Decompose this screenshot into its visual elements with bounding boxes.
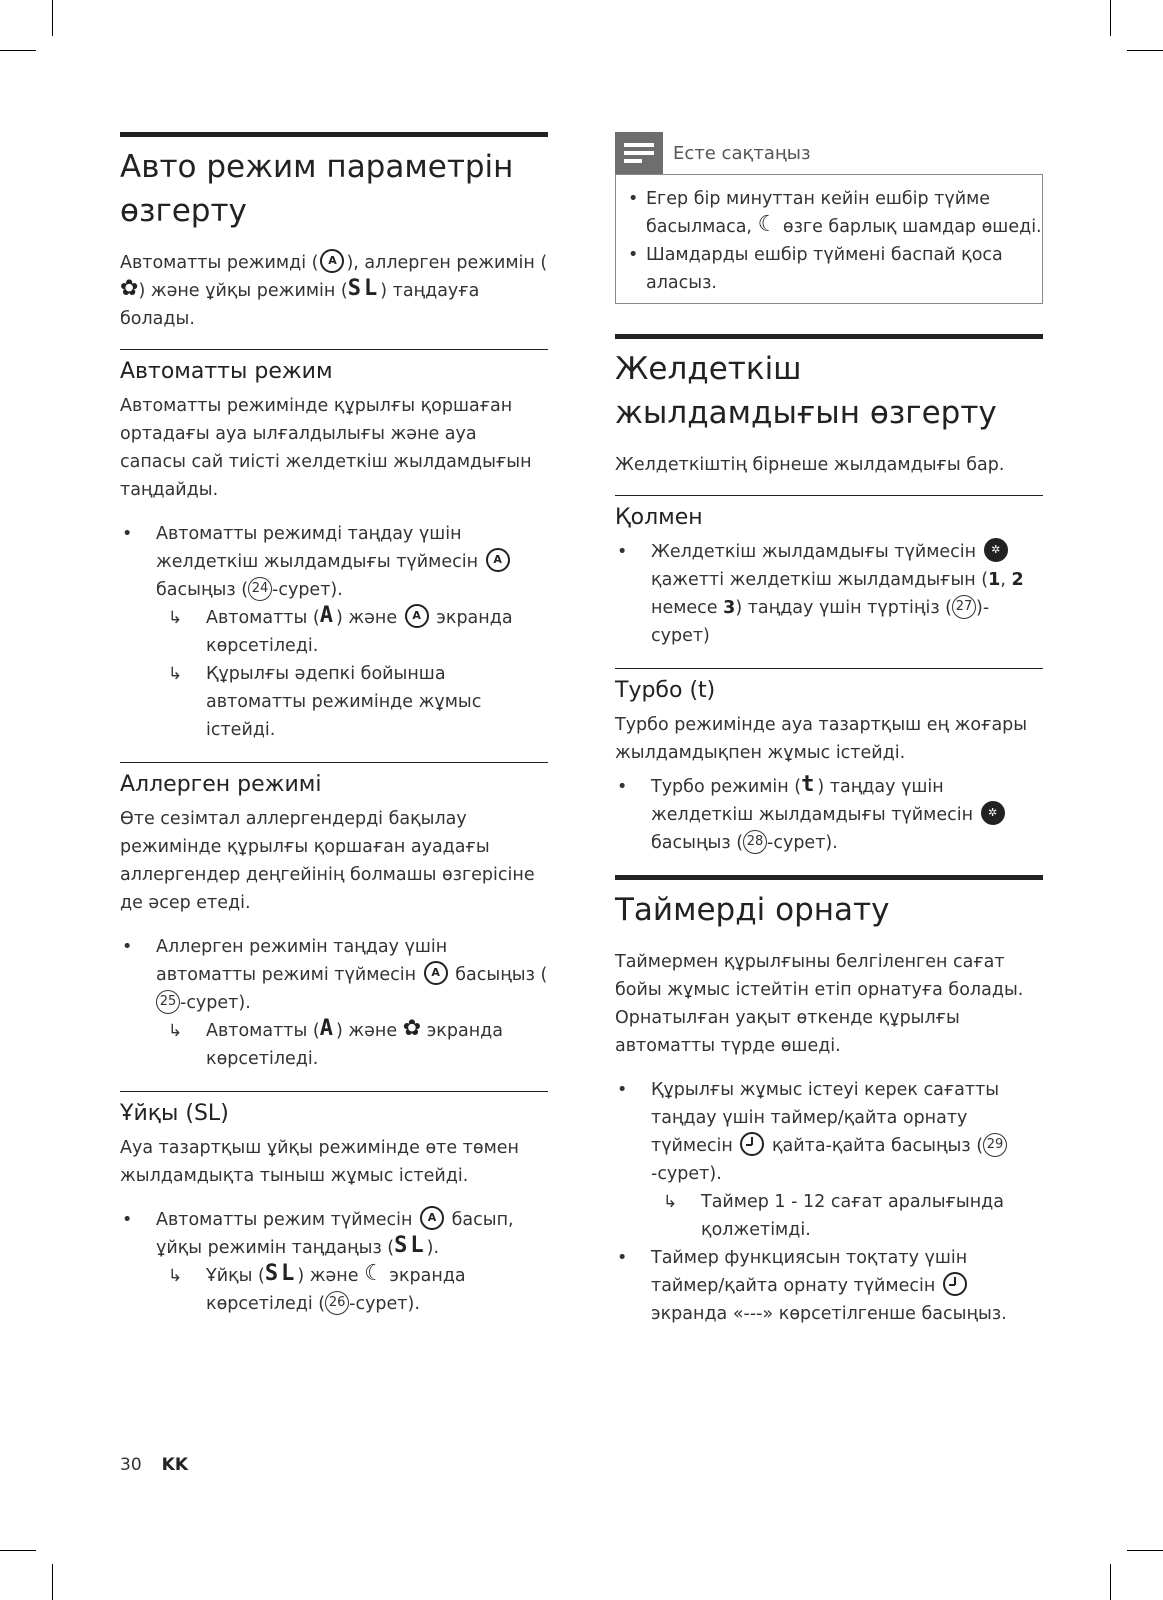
list-text: экранда көрсетіледі. (206, 608, 513, 656)
note-box (615, 132, 1043, 304)
fan-speed-icon: ✲ (981, 801, 1005, 825)
intro-text: ) және ұйқы режимін ( (138, 281, 348, 301)
list-text: Шамдарды ешбір түймені баспай қоса аласыз. (646, 245, 1003, 293)
allergen-paragraph: Өте сезімтал аллергендерді бақылау режимінде құрылғы қоршаған ауадағы аллергендер деңгейінің болмашы өзгерісіне де әсер етеді. (120, 809, 535, 913)
list-item (616, 241, 1042, 297)
bullet-icon: • (122, 937, 133, 957)
result-arrow-icon: ↳ (168, 608, 183, 628)
sleep-display-icon: SL (264, 1261, 298, 1286)
intro-text: Автоматты режимді ( (120, 253, 319, 273)
result-arrow-icon: ↳ (168, 1266, 183, 1286)
list-item (120, 933, 548, 1017)
crop-mark (1127, 50, 1163, 51)
figure-number: 28 (743, 830, 767, 854)
sleep-display-icon: SL (394, 1233, 427, 1258)
allergen-list (120, 933, 548, 1073)
figure-number: 26 (325, 1291, 349, 1315)
auto-mode-icon: A (420, 1206, 444, 1230)
section-title: Авто режим параметрін өзгерту (120, 132, 548, 233)
result-arrow-icon: ↳ (663, 1192, 678, 1212)
moon-icon: ☾ (364, 1261, 384, 1286)
list-text: басыңыз ( (455, 965, 548, 985)
list-text: Турбо режимін ( (651, 777, 802, 797)
list-text: -сурет). (180, 993, 251, 1013)
fan-intro: Желдеткіштің бірнеше жылдамдығы бар. (615, 455, 1005, 475)
sleep-list (120, 1206, 548, 1318)
crop-mark (1110, 1564, 1111, 1600)
note-list (616, 185, 1042, 297)
list-text: Автоматты ( (206, 608, 320, 628)
list-text: -сурет). (651, 1164, 722, 1184)
intro-text: ) таңдауға болады. (120, 281, 480, 329)
speed-value: 3 (723, 598, 736, 618)
result-arrow-icon: ↳ (168, 664, 183, 684)
note-icon (615, 132, 663, 174)
figure-number: 29 (983, 1133, 1007, 1157)
list-text: экранда «---» көрсетілгенше басыңыз. (651, 1304, 1007, 1324)
speed-value: 2 (1011, 570, 1024, 590)
note-header (615, 132, 1043, 174)
list-text: ) және (335, 1021, 398, 1041)
bullet-icon: • (628, 245, 639, 265)
list-text: Автоматты режимді таңдау үшін желдеткіш жылдамдығы түймесін (156, 524, 479, 572)
page-number: 30 (120, 1455, 142, 1475)
auto-display-icon: A (319, 603, 336, 628)
list-item (615, 538, 1043, 650)
speed-value: 1 (988, 570, 1001, 590)
auto-paragraph: Автоматты режимінде құрылғы қоршаған ортадағы ауа ылғалдылығы және ауа сапасы сай тиісті желдеткіш жылдамдығын таңдайды. (120, 396, 532, 500)
bullet-icon: • (617, 1080, 628, 1100)
clock-icon (943, 1272, 967, 1296)
list-text: )-сурет) (651, 598, 990, 646)
note-content (615, 174, 1043, 304)
figure-number: 27 (952, 595, 976, 619)
result-item (120, 1262, 548, 1318)
right-column (615, 132, 1043, 1346)
list-text: Таймер 1 - 12 сағат аралығында қолжетімді. (701, 1192, 1004, 1240)
list-item (615, 773, 1043, 857)
allergen-icon: ✿ (402, 1016, 422, 1041)
crop-mark (1127, 1550, 1163, 1551)
result-item (120, 660, 548, 744)
list-text: ) таңдау үшін түртіңіз ( (735, 598, 953, 618)
turbo-list (615, 773, 1043, 857)
list-text: Автоматты ( (206, 1021, 320, 1041)
list-text: -сурет). (767, 833, 838, 853)
list-text: Егер бір минуттан кейін ешбір түйме басылмаса, (646, 189, 991, 237)
manual-list (615, 538, 1043, 650)
list-text: басып, ұйқы режимін таңдаңыз ( (156, 1210, 514, 1258)
allergen-icon: ✿ (120, 276, 139, 301)
list-text: қайта-қайта басыңыз ( (771, 1136, 984, 1156)
auto-mode-icon: A (320, 249, 344, 273)
turbo-paragraph: Турбо режимінде ауа тазартқыш ең жоғары жылдамдықпен жұмыс істейді. (615, 715, 1028, 763)
bullet-icon: • (617, 542, 628, 562)
crop-mark (52, 0, 53, 36)
list-text: Аллерген режимін таңдау үшін автоматты режимі түймесін (156, 937, 448, 985)
list-text: қажетті желдеткіш жылдамдығын ( (651, 570, 989, 590)
section-title: Таймерді орнату (615, 875, 1043, 932)
bullet-icon: • (617, 1248, 628, 1268)
figure-number: 24 (248, 577, 272, 601)
bullet-icon: • (628, 189, 639, 209)
list-text: өзге барлық шамдар өшеді. (782, 217, 1042, 237)
section-title: Желдеткіш жылдамдығын өзгерту (615, 334, 1043, 435)
list-text: , (1000, 570, 1012, 590)
intro-paragraph (120, 249, 548, 333)
clock-icon (740, 1132, 764, 1156)
left-column (120, 132, 548, 1336)
list-text: ) және (335, 608, 398, 628)
note-title: Есте сақтаңыз (673, 142, 811, 164)
list-text: -сурет). (272, 580, 343, 600)
subheading-auto: Автоматты режим (120, 349, 548, 388)
list-item (120, 520, 548, 604)
list-item (120, 1206, 548, 1262)
list-text: -сурет). (349, 1294, 420, 1314)
result-item (615, 1188, 1043, 1244)
result-item (120, 1017, 548, 1073)
moon-icon: ☾ (757, 212, 778, 237)
list-text: басыңыз ( (651, 833, 744, 853)
list-text: Желдеткіш жылдамдығы түймесін (651, 542, 977, 562)
intro-text: ), аллерген режимін ( (346, 253, 548, 273)
auto-mode-icon: A (424, 961, 448, 985)
list-text: ) және (297, 1266, 359, 1286)
subheading-allergen: Аллерген режимі (120, 762, 548, 801)
list-text: Автоматты режим түймесін (156, 1210, 413, 1230)
crop-mark (52, 1564, 53, 1600)
auto-mode-icon: A (486, 548, 510, 572)
bullet-icon: • (122, 524, 133, 544)
auto-list (120, 520, 548, 744)
timer-intro: Таймермен құрылғыны белгіленген сағат бойы жұмыс істейтін етіп орнатуға болады. Орнатылған уақыт өткенде құрылғы автоматты түрде өшеді. (615, 952, 1024, 1056)
timer-list (615, 1076, 1043, 1328)
result-item (120, 604, 548, 660)
auto-display-icon: A (319, 1016, 336, 1041)
crop-mark (0, 50, 36, 51)
list-text: экранда көрсетіледі. (206, 1021, 503, 1069)
bullet-icon: • (122, 1210, 133, 1230)
list-text: немесе (651, 598, 724, 618)
list-text: Құрылғы әдепкі бойынша автоматты режимінде жұмыс істейді. (206, 664, 482, 740)
list-text: Таймер функциясын тоқтату үшін таймер/қайта орнату түймесін (651, 1248, 968, 1296)
subheading-manual: Қолмен (615, 495, 1043, 534)
subheading-sleep: Ұйқы (SL) (120, 1091, 548, 1130)
list-text: ). (426, 1238, 440, 1258)
auto-mode-icon: A (405, 604, 429, 628)
crop-mark (0, 1550, 36, 1551)
list-item (615, 1076, 1043, 1188)
list-item (616, 185, 1042, 241)
sleep-display-icon: SL (347, 276, 381, 301)
fan-speed-icon: ✲ (984, 538, 1008, 562)
figure-number: 25 (156, 990, 180, 1014)
result-arrow-icon: ↳ (168, 1021, 183, 1041)
crop-mark (1110, 0, 1111, 36)
language-code: KK (161, 1455, 188, 1475)
subheading-turbo: Турбо (t) (615, 668, 1043, 707)
list-text: Ұйқы ( (206, 1266, 265, 1286)
list-text: Құрылғы жұмыс істеуі керек сағатты таңдау үшін таймер/қайта орнату түймесін (651, 1080, 1000, 1156)
list-text: ) таңдау үшін желдеткіш жылдамдығы түймесін (651, 777, 974, 825)
sleep-paragraph: Ауа тазартқыш ұйқы режимінде өте төмен жылдамдықта тыныш жұмыс істейді. (120, 1138, 519, 1186)
list-text: экранда көрсетіледі ( (206, 1266, 466, 1314)
turbo-display-icon: t (801, 772, 818, 797)
list-item (615, 1244, 1043, 1328)
bullet-icon: • (617, 777, 628, 797)
page-footer (120, 1455, 188, 1475)
list-text: басыңыз ( (156, 580, 249, 600)
